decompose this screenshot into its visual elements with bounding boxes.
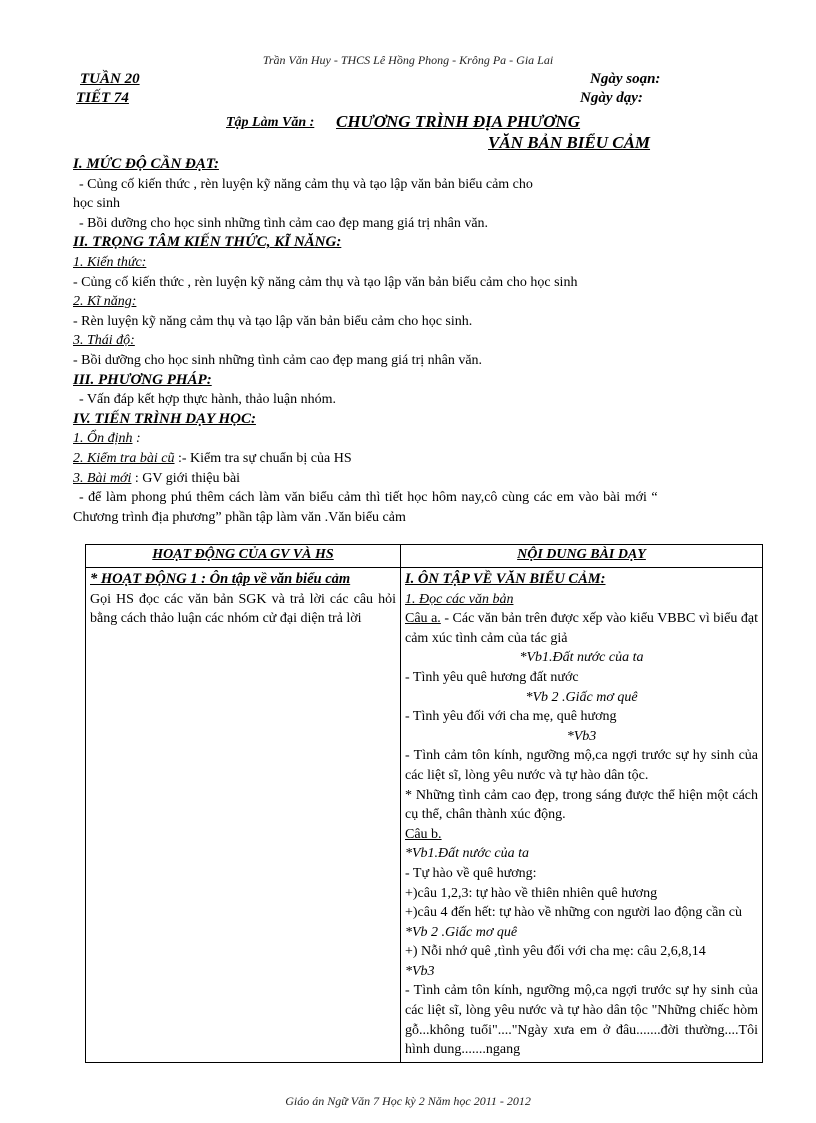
vb2-text: - Tình yêu đối với cha mẹ, quê hương	[405, 709, 617, 725]
skills-label: 2. Kĩ năng:	[73, 294, 137, 310]
step-2-rest: :- Kiểm tra sự chuẩn bị của HS	[174, 450, 352, 466]
method-text: - Vấn đáp kết hợp thực hành, thảo luận nhóm.	[79, 392, 336, 408]
subject-label: Tập Làm Văn :	[226, 115, 315, 130]
teacher-activity-cell	[86, 568, 401, 1063]
vb1-title: *Vb1.Đất nước của ta	[519, 650, 644, 666]
question-b-label: Câu b.	[405, 826, 442, 842]
week-label: TUẦN 20	[80, 71, 140, 87]
section-3-heading: III. PHƯƠNG PHÁP:	[73, 371, 212, 388]
lesson-objectives	[73, 155, 763, 527]
content-heading: I. ÔN TẬP VỀ VĂN BIỂU CẢM:	[405, 571, 606, 587]
question-a	[405, 609, 758, 648]
section-4-heading: IV. TIẾN TRÌNH DẠY HỌC:	[73, 410, 256, 427]
step-3	[73, 469, 763, 489]
section-1-line-1: - Củng cố kiến thức , rèn luyện kỹ năng cảm thụ và tạo lập văn bản biểu cảm cho	[79, 176, 533, 192]
b-vb2-line-1: +) Nỗi nhớ quê ,tình yêu đối với cha mẹ: câu 2,6,8,14	[405, 944, 706, 960]
b-vb1-line-3: +)câu 4 đến hết: tự hào về những con người lao động cần cù	[405, 905, 743, 921]
step-1-label: 1. Ổn định	[73, 431, 133, 447]
b-vb1-line-1: - Tự hào về quê hương:	[405, 865, 537, 881]
b-vb2-title: *Vb 2 .Giấc mơ quê	[405, 924, 518, 940]
step-2	[73, 449, 763, 469]
step-2-label: 2. Kiểm tra bài cũ	[73, 450, 175, 466]
table-row	[86, 568, 763, 1063]
attitude-text: - Bồi dưỡng cho học sinh những tình cảm cao đẹp mang giá trị nhân văn.	[73, 352, 483, 368]
question-a-label: Câu a.	[405, 611, 441, 627]
activity-1-text: Gọi HS đọc các văn bản SGK và trả lời các câu hỏi bằng cách thảo luận các nhóm cử đại diện trả lời	[90, 591, 396, 627]
b-vb1-line-2: +)câu 1,2,3: tự hào về thiên nhiên quê hương	[405, 885, 658, 901]
read-texts-label: 1. Đọc các văn bản	[405, 591, 514, 607]
section-1-line-3: - Bồi dưỡng cho học sinh những tình cảm cao đẹp mang giá trị nhân văn.	[79, 215, 489, 231]
step-1-rest: :	[132, 431, 141, 447]
vb3-text: - Tình cảm tôn kính, ngưỡng mộ,ca ngợi trước sự hy sinh của các liệt sĩ, lòng yêu nước và tự hào dân tộc.	[405, 748, 758, 783]
table-header-row	[86, 545, 763, 568]
prep-date-label: Ngày soạn:	[590, 71, 661, 87]
knowledge-text: - Củng cố kiến thức , rèn luyện kỹ năng cảm thụ và tạo lập văn bản biểu cảm cho học sinh	[73, 274, 578, 290]
vb1-text: - Tình yêu quê hương đất nước	[405, 669, 579, 685]
skills-text: - Rèn luyện kỹ năng cảm thụ và tạo lập văn bản biểu cảm cho học sinh.	[73, 313, 473, 329]
left-column-header: HOẠT ĐỘNG CỦA GV VÀ HS	[86, 545, 401, 568]
attitude-label: 3. Thái độ:	[73, 333, 135, 349]
step-3-label: 3. Bài mới	[73, 470, 132, 486]
intro-line-2: Chương trình địa phương” phần tập làm văn .Văn biểu cảm	[73, 509, 406, 525]
intro-line-1: - để làm phong phú thêm cách làm văn biểu cảm thì tiết học hôm nay,cô cùng các em vào bài mới “	[79, 490, 658, 506]
period-label: TIẾT 74	[76, 90, 129, 106]
b-vb3-line-1: - Tình cảm tôn kính, ngưỡng mộ,ca ngợi trước sự hy sinh của các liệt sĩ, lòng yêu nước và tự hào dân tộc "Những chiếc hòm gỗ...không tuổi"...."Ngày xưa em ở đâu.......đời thường....Tôi hình dung.......ngang	[405, 983, 758, 1058]
teach-date-label: Ngày dạy:	[580, 90, 643, 106]
b-vb3-title: *Vb3	[405, 963, 435, 979]
knowledge-label: 1. Kiến thức:	[73, 254, 147, 270]
title-line-2: VĂN BẢN BIỂU CẢM	[488, 133, 651, 152]
vb3-title: *Vb3	[566, 728, 597, 744]
page-header: Trần Văn Huy - THCS Lê Hồng Phong - Krông Pa - Gia Lai	[262, 53, 554, 67]
question-a-text: - Các văn bản trên được xếp vào kiểu VBBC vì biểu đạt cảm xúc tình cảm của tác giả	[405, 611, 758, 646]
vb2-title: *Vb 2 .Giấc mơ quê	[525, 689, 638, 705]
section-1-line-2: học sinh	[73, 196, 121, 212]
step-1	[73, 429, 763, 449]
title-line-1: CHƯƠNG TRÌNH ĐỊA PHƯƠNG	[336, 112, 581, 131]
right-column-header: NỘI DUNG BÀI DẠY	[401, 545, 763, 568]
b-vb1-title: *Vb1.Đất nước của ta	[405, 846, 529, 862]
summary-text: * Những tình cảm cao đẹp, trong sáng được thể hiện một cách cụ thể, chân thành xúc động.	[405, 787, 758, 823]
activity-1-title: * HOẠT ĐỘNG 1 : Ôn tập về văn biểu cảm	[90, 571, 351, 587]
section-2-heading: II. TRỌNG TÂM KIẾN THỨC, KĨ NĂNG:	[73, 234, 342, 251]
lesson-table	[85, 544, 763, 1063]
page-footer: Giáo án Ngữ Văn 7 Học kỳ 2 Năm học 2011 - 2012	[285, 1094, 531, 1108]
section-1-heading: I. MỨC ĐỘ CẦN ĐẠT:	[73, 156, 219, 172]
lesson-content-cell	[401, 568, 763, 1063]
step-3-rest: : GV giới thiệu bài	[131, 470, 241, 486]
